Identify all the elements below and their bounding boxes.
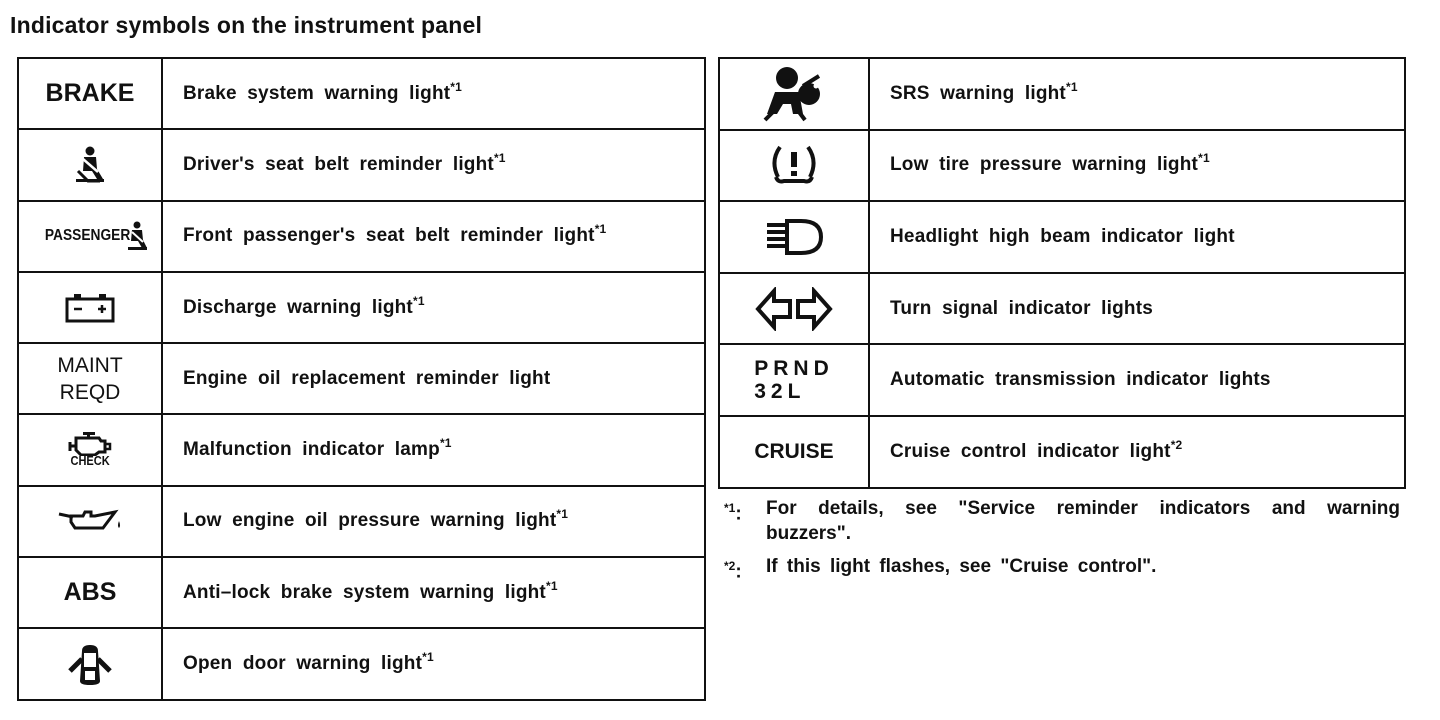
description-text: Front passenger's seat belt reminder light — [183, 225, 595, 247]
check-label: CHECK — [70, 453, 110, 469]
seat-belt-icon — [70, 145, 110, 185]
oil-can-icon — [57, 508, 123, 534]
description-cell — [162, 414, 705, 485]
symbol-cell — [18, 58, 162, 129]
footnote-ref: *1 — [493, 150, 506, 165]
symbol-cell — [18, 557, 162, 628]
cruise-symbol: CRUISE — [754, 439, 834, 463]
footnote-ref: *1 — [450, 79, 463, 94]
maint-line: MAINT — [57, 353, 123, 377]
description-text: Discharge warning light — [183, 296, 413, 318]
symbol-cell — [719, 130, 869, 202]
description-cell — [869, 344, 1405, 416]
description-text: Turn signal indicator lights — [890, 297, 1154, 319]
table-row — [18, 557, 705, 628]
description-text: Open door warning light — [183, 653, 423, 675]
passenger-label: PASSENGER — [45, 227, 131, 245]
table-row — [18, 628, 705, 699]
footnote — [724, 496, 1400, 546]
footnote-mark: *1 — [724, 501, 736, 515]
description-cell — [162, 628, 705, 699]
description-cell — [869, 58, 1405, 130]
open-door-icon — [62, 641, 118, 687]
srs-airbag-icon — [759, 64, 829, 124]
description-cell — [162, 201, 705, 272]
footnote-ref: *1 — [556, 507, 569, 522]
description-cell — [162, 486, 705, 557]
description-text: Anti–lock brake system warning light — [183, 581, 546, 603]
table-row — [18, 58, 705, 129]
turn-signal-icon — [754, 287, 834, 331]
reqd-line: REQD — [59, 380, 121, 404]
footnote-marker — [724, 554, 766, 584]
description-text: Brake system warning light — [183, 82, 451, 104]
abs-symbol: ABS — [63, 578, 117, 607]
description-text: SRS warning light — [890, 82, 1066, 104]
tire-pressure-icon — [768, 143, 820, 187]
description-cell — [162, 272, 705, 343]
table-row — [18, 272, 705, 343]
symbol-cell — [18, 414, 162, 485]
check-engine-symbol — [67, 430, 113, 467]
description-text: Driver's seat belt reminder light — [183, 153, 494, 175]
footnote-ref: *1 — [545, 578, 558, 593]
footnote-separator: : — [735, 561, 742, 583]
symbol-cell — [18, 486, 162, 557]
description-text: Low engine oil pressure warning light — [183, 510, 557, 532]
prnd-symbol — [754, 357, 834, 403]
passenger-seat-belt-symbol — [31, 221, 148, 251]
symbol-cell — [719, 273, 869, 345]
indicator-table-right — [718, 57, 1406, 489]
symbol-cell — [719, 416, 869, 488]
description-cell — [162, 557, 705, 628]
table-row — [18, 201, 705, 272]
footnote-ref: *1 — [412, 293, 425, 308]
footnote-ref: *2 — [1170, 437, 1183, 452]
description-cell — [869, 273, 1405, 345]
footnote-marker — [724, 496, 766, 546]
brake-symbol: BRAKE — [45, 79, 135, 108]
footnote-separator: : — [735, 503, 742, 525]
description-text: Malfunction indicator lamp — [183, 439, 440, 461]
symbol-cell — [18, 628, 162, 699]
footnote — [724, 554, 1400, 584]
table-row — [719, 416, 1405, 488]
page-title: Indicator symbols on the instrument panel — [10, 12, 483, 38]
table-row — [18, 486, 705, 557]
footnote-ref: *1 — [422, 650, 434, 665]
indicator-table-left — [17, 57, 706, 701]
symbol-cell — [18, 343, 162, 414]
footnote-ref: *1 — [1198, 151, 1210, 166]
maint-reqd-symbol — [19, 352, 161, 406]
high-beam-icon — [763, 218, 825, 256]
description-text: Low tire pressure warning light — [890, 154, 1199, 176]
footnote-text: If this light flashes, see "Cruise control". — [766, 556, 1157, 577]
prnd-line: PRND — [754, 357, 834, 381]
table-row — [719, 201, 1405, 273]
footnote-ref: *1 — [439, 436, 452, 451]
table-row — [719, 58, 1405, 130]
footnote-text: For details, see "Service reminder indicators and warning buzzers". — [766, 498, 1400, 544]
footnote-mark: *2 — [724, 559, 736, 573]
symbol-cell — [18, 272, 162, 343]
description-text: Cruise control indicator light — [890, 440, 1171, 462]
table-row — [18, 343, 705, 414]
footnotes — [724, 496, 1400, 592]
table-row — [18, 129, 705, 200]
table-row — [18, 414, 705, 485]
description-cell — [162, 129, 705, 200]
table-row — [719, 344, 1405, 416]
description-cell — [162, 343, 705, 414]
description-text: Engine oil replacement reminder light — [183, 367, 551, 389]
gear-line: 32L — [754, 380, 806, 404]
footnote-ref: *1 — [1065, 79, 1078, 94]
table-row — [719, 273, 1405, 345]
description-text: Automatic transmission indicator lights — [890, 369, 1271, 391]
battery-icon — [64, 291, 116, 325]
symbol-cell — [719, 344, 869, 416]
description-cell — [162, 58, 705, 129]
table-row — [719, 130, 1405, 202]
description-text: Headlight high beam indicator light — [890, 225, 1235, 247]
symbol-cell — [18, 201, 162, 272]
footnote-ref: *1 — [594, 222, 607, 237]
symbol-cell — [719, 58, 869, 130]
description-cell — [869, 201, 1405, 273]
description-cell — [869, 416, 1405, 488]
symbol-cell — [18, 129, 162, 200]
description-cell — [869, 130, 1405, 202]
symbol-cell — [719, 201, 869, 273]
